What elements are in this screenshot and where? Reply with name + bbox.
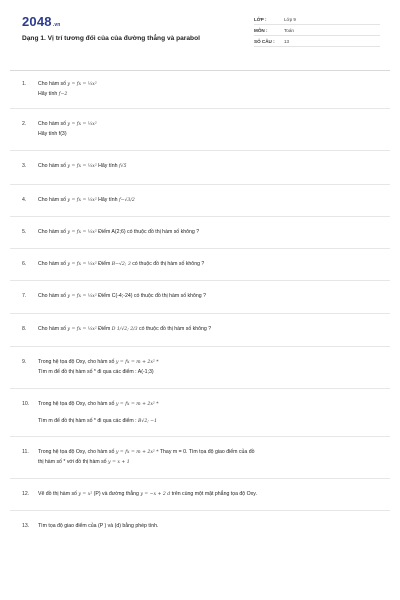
meta-value: Toán bbox=[284, 27, 294, 33]
question-fragment: Cho hàm số bbox=[38, 261, 68, 267]
question-text bbox=[38, 292, 378, 301]
worksheet-meta bbox=[254, 14, 380, 47]
question-fragment: Điểm A(2;6) có thuộc đồ thị hàm số không ? bbox=[96, 229, 200, 235]
question-number: 11. bbox=[22, 449, 29, 455]
meta-row-count bbox=[254, 36, 380, 47]
question-fragment: Cho hàm số bbox=[38, 326, 68, 332]
question-divider bbox=[10, 346, 390, 347]
question-divider bbox=[10, 184, 390, 185]
question-text bbox=[38, 448, 378, 467]
question-line bbox=[38, 490, 378, 499]
question-number: 5. bbox=[22, 229, 27, 235]
question-divider bbox=[10, 510, 390, 511]
question-divider bbox=[10, 150, 390, 151]
question-number: 10. bbox=[22, 401, 30, 407]
question-line bbox=[38, 196, 378, 205]
worksheet-title: Dạng 1. Vị trí tương đối của của đường thẳng và parabol bbox=[22, 35, 200, 42]
question-text bbox=[38, 400, 378, 426]
question-line bbox=[38, 448, 378, 457]
math-expression: y = fx = ⅓x² bbox=[67, 294, 97, 299]
question-fragment: trên cùng một mặt phẳng tọa độ Oxy. bbox=[170, 491, 257, 497]
worksheet-header bbox=[22, 14, 380, 64]
meta-row-class bbox=[254, 14, 380, 25]
meta-value: Lớp 9 bbox=[284, 16, 296, 22]
math-expression: y = fx = ⅓x² bbox=[67, 327, 97, 332]
math-expression: y = −x + 2 d bbox=[140, 492, 171, 497]
question-divider bbox=[10, 280, 390, 281]
question-fragment: Hãy tính bbox=[96, 197, 119, 203]
question-line bbox=[38, 417, 378, 426]
math-expression: y = fx = ⅓x² bbox=[67, 230, 97, 235]
question-line bbox=[38, 358, 378, 367]
question-line bbox=[38, 80, 378, 89]
math-expression: y = fx = m + 2x² * bbox=[115, 402, 159, 407]
question-text bbox=[38, 162, 378, 171]
question-fragment: Điểm C(-4;-24) có thuộc đồ thị hàm số không ? bbox=[96, 293, 207, 299]
question-fragment: thị hàm số * với đồ thị hàm số bbox=[38, 459, 109, 465]
question-divider bbox=[10, 436, 390, 437]
meta-label: MÔN : bbox=[254, 27, 268, 33]
question-fragment: Điểm bbox=[96, 326, 112, 332]
question-number: 6. bbox=[22, 261, 27, 267]
question-line bbox=[38, 228, 378, 237]
question-fragment: Thay m = 0. Tìm tọa độ giao điểm của đồ bbox=[158, 449, 255, 455]
question-line bbox=[38, 120, 378, 129]
header-divider bbox=[10, 70, 390, 71]
meta-value: 13 bbox=[284, 38, 290, 44]
question-number: 2. bbox=[22, 121, 27, 127]
question-divider bbox=[10, 216, 390, 217]
question-fragment: có thuộc đồ thị hàm số không ? bbox=[137, 326, 212, 332]
meta-label: LỚP : bbox=[254, 16, 267, 22]
question-fragment: Cho hàm số bbox=[38, 293, 68, 299]
math-expression: B√2; −1 bbox=[138, 419, 158, 424]
question-text bbox=[38, 196, 378, 205]
question-fragment: Cho hàm số bbox=[38, 197, 68, 203]
question-text bbox=[38, 260, 378, 269]
question-fragment: Hãy tính f(3) bbox=[38, 131, 67, 137]
logo-suffix: .vn bbox=[52, 22, 61, 28]
question-fragment: (P) và đường thẳng bbox=[92, 491, 141, 497]
question-text bbox=[38, 522, 378, 530]
question-fragment: Hãy tính bbox=[96, 163, 119, 169]
question-line bbox=[38, 292, 378, 301]
question-fragment: Điểm bbox=[96, 261, 112, 267]
logo-text: 2048 bbox=[22, 14, 52, 29]
question-number: 9. bbox=[22, 359, 27, 365]
question-line bbox=[38, 522, 378, 530]
question-text bbox=[38, 325, 378, 334]
question-number: 7. bbox=[22, 293, 27, 299]
math-expression: y = fx = ⅓x² bbox=[67, 198, 97, 203]
meta-label: SỐ CÂU : bbox=[254, 38, 275, 44]
math-expression: f√5 bbox=[118, 164, 127, 169]
math-expression: f−2 bbox=[58, 92, 68, 97]
question-fragment: Cho hàm số bbox=[38, 121, 68, 127]
math-expression: f−√3/2 bbox=[118, 198, 135, 203]
question-fragment: Trong hệ tọa độ Oxy, cho hàm số bbox=[38, 449, 116, 455]
question-line bbox=[38, 400, 378, 409]
question-fragment: Tìm m để đồ thị hàm số * đi qua các điểm : bbox=[38, 418, 139, 424]
question-number: 8. bbox=[22, 326, 27, 332]
question-number: 13. bbox=[22, 523, 30, 529]
question-divider bbox=[10, 388, 390, 389]
question-line bbox=[38, 368, 378, 376]
math-expression: B−√2; 3 bbox=[111, 262, 131, 267]
math-expression: y = x² bbox=[78, 492, 93, 497]
question-fragment: Cho hàm số bbox=[38, 81, 68, 87]
math-expression: D 1/√2; 2/3 bbox=[111, 327, 138, 332]
question-line bbox=[38, 130, 378, 138]
question-number: 3. bbox=[22, 163, 27, 169]
math-expression: y = fx = m + 2x² * bbox=[115, 450, 159, 455]
question-text bbox=[38, 120, 378, 138]
question-line bbox=[38, 325, 378, 334]
site-logo[interactable] bbox=[22, 14, 61, 29]
question-fragment: Trong hệ tọa độ Oxy, cho hàm số bbox=[38, 401, 116, 407]
question-number: 1. bbox=[22, 81, 27, 87]
question-fragment: Cho hàm số bbox=[38, 163, 68, 169]
question-line bbox=[38, 90, 378, 99]
question-text bbox=[38, 490, 378, 499]
question-fragment: Trong hệ tọa độ Oxy, cho hàm số bbox=[38, 359, 116, 365]
question-line bbox=[38, 458, 378, 467]
question-line bbox=[38, 260, 378, 269]
math-expression: y = fx = m + 2x² * bbox=[115, 360, 159, 365]
question-divider bbox=[10, 313, 390, 314]
math-expression: y = fx = ⅓x² bbox=[67, 82, 97, 87]
question-fragment: Tìm tọa độ giao điểm của (P ) và (d) bằng phép tính. bbox=[38, 523, 159, 529]
question-fragment: có thuộc đồ thị hàm số không ? bbox=[130, 261, 205, 267]
question-text bbox=[38, 80, 378, 99]
question-fragment: Vẽ đồ thị hàm số bbox=[38, 491, 79, 497]
question-divider bbox=[10, 108, 390, 109]
question-number: 4. bbox=[22, 197, 27, 203]
math-expression: y = fx = ⅓x² bbox=[67, 262, 97, 267]
math-expression: y = fx = ⅓x² bbox=[67, 122, 97, 127]
question-divider bbox=[10, 248, 390, 249]
question-divider bbox=[10, 478, 390, 479]
question-line bbox=[38, 162, 378, 171]
question-number: 12. bbox=[22, 491, 30, 497]
question-text bbox=[38, 358, 378, 376]
math-expression: y = x + 1 bbox=[108, 460, 130, 465]
meta-row-subject bbox=[254, 25, 380, 36]
question-fragment: Cho hàm số bbox=[38, 229, 68, 235]
question-fragment: Hãy tính bbox=[38, 91, 59, 97]
question-text bbox=[38, 228, 378, 237]
question-fragment: Tìm m để đồ thị hàm số * đi qua các điểm : A(-1;3) bbox=[38, 369, 154, 375]
math-expression: y = fx = ⅓x² bbox=[67, 164, 97, 169]
